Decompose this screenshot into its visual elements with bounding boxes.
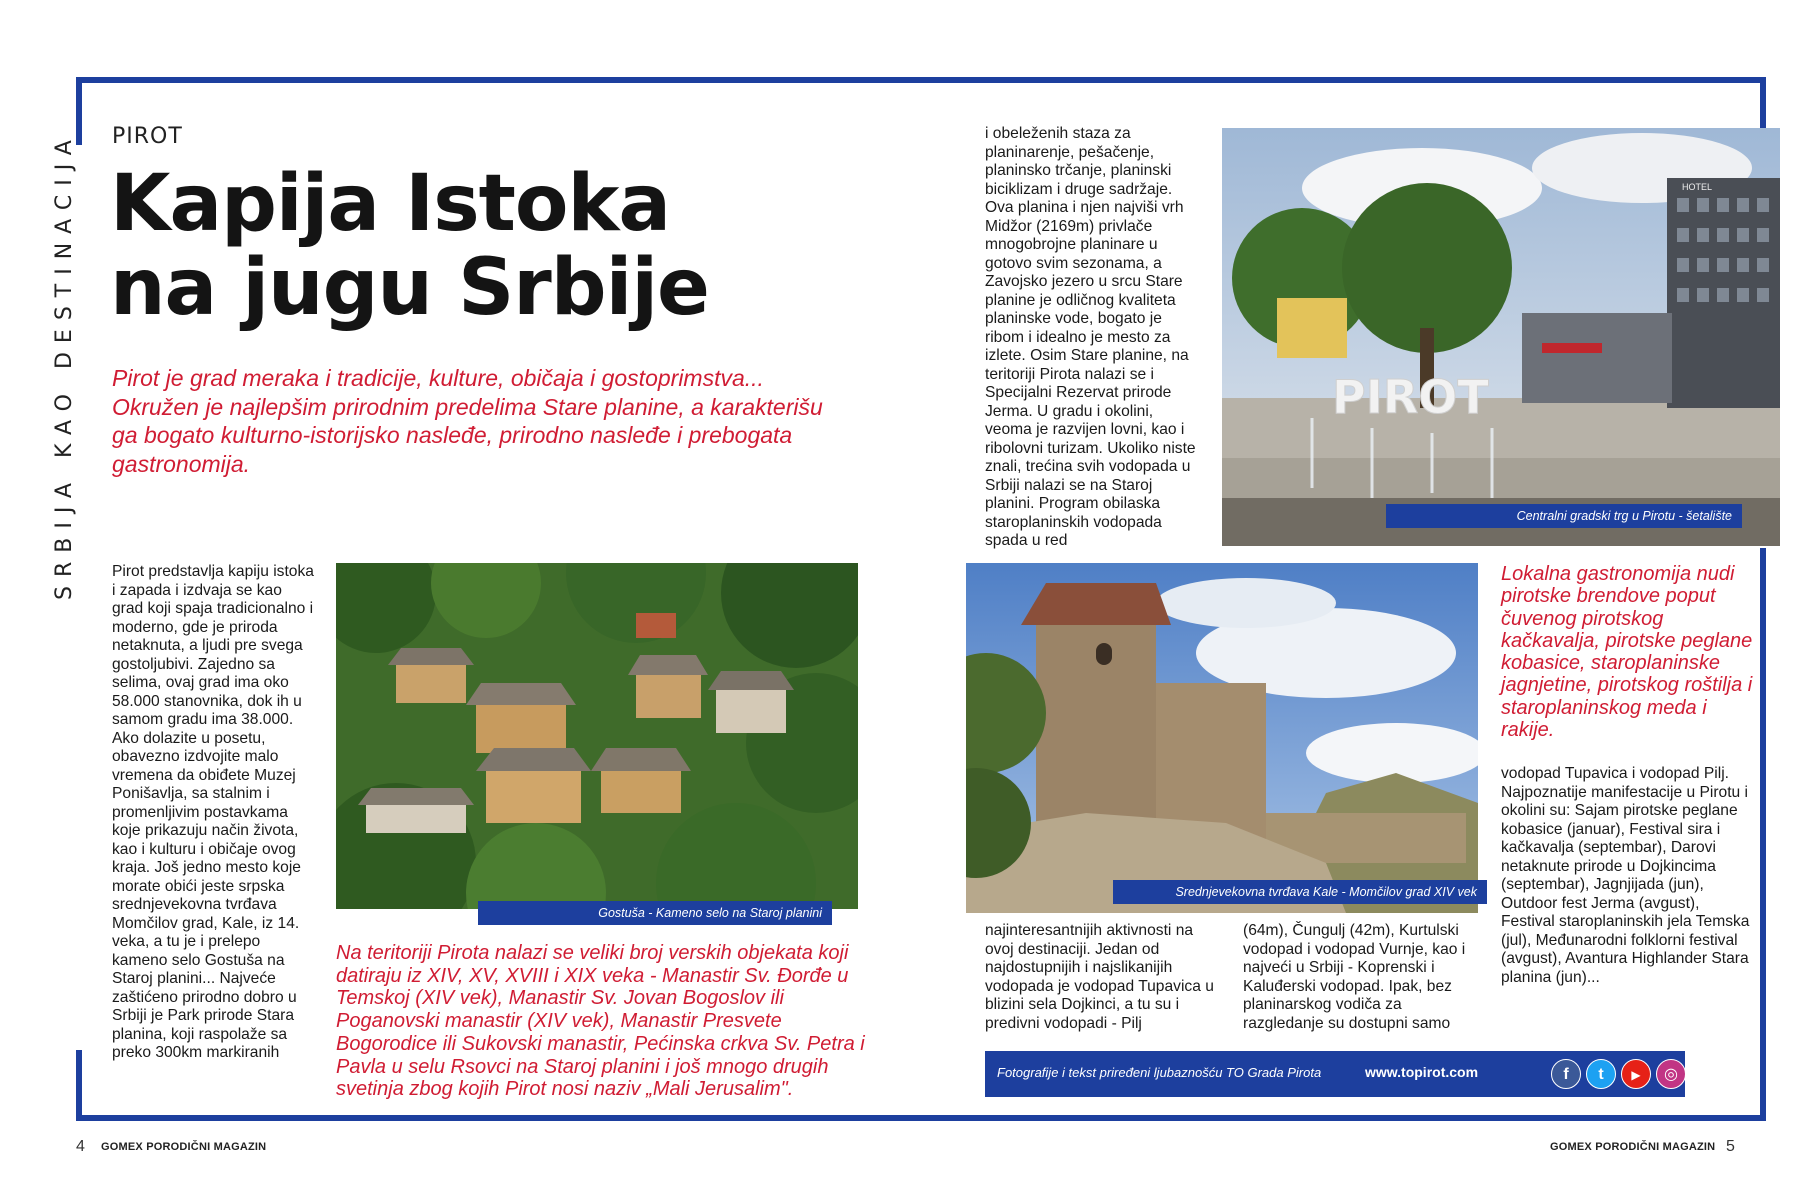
pull-quote-gastronomy: Lokalna gastronomija nudi pirotske brendove poput čuvenog pirotskog kačkavalja, pirotske peglane kobasice, staroplaninske jagnjetine, pirotskog roštilja i staroplaninskog meda i rakije.	[1501, 563, 1753, 742]
body-column-4: (64m), Čungulj (42m), Kurtulski vodopad i vodopad Vurnje, kao i najveći u Srbiji - Koprenski i Kaluđerski vodopad. Ipak, bez planinarskog vodiča za razgledanje su dostupni samo	[1243, 922, 1466, 1032]
photo-town-square	[1222, 128, 1780, 546]
lead-paragraph: Pirot je grad meraka i tradicije, kulture, običaja i gostoprimstva... Okružen je najlepšim prirodnim predelima Stare planine, a karakterišu ga bogato kulturno-istorijsko nasleđe, prirodno nasleđe i prebogata gastronomija.	[112, 365, 823, 477]
photo-credit: Fotografije i tekst priređeni ljubaznošću TO Grada Pirota	[997, 1065, 1322, 1080]
body-column-1: Pirot predstavlja kapiju istoka i zapada i izdvaja se kao grad koji spaja tradicionalno i moderno, gde je priroda netaknuta, a ljudi pre svega gostoljubivi. Zajedno sa selima, ovaj grad ima oko 58.000 stanovnika, dok ih u samom gradu ima 38.000. Ako dolazite u posetu, obavezno izdvojite malo vremena da obiđete Muzej Ponišavlja, sa stalnim i promenljivim postavkama koje prikazuju način života, kao i kulturu i običaje ovog kraja. Još jedno mesto koje morate obići jeste srpska srednjevekovna tvrđava Momčilov grad, Kale, iz 14. veka, a tu je i prelepo kameno selo Gostuša na Staroj planini... Najveće zaštićeno prirodno dobro u Srbiji je Park prirode Stara planina, koji raspolaže sa preko 300km markiranih	[112, 563, 314, 1061]
photo-fortress-kale	[966, 563, 1478, 913]
magazine-name-right: GOMEX PORODIČNI MAGAZIN	[1550, 1141, 1716, 1153]
article-title	[110, 159, 750, 333]
caption-fortress: Srednjevekovna tvrđava Kale - Momčilov grad XIV vek	[1113, 880, 1487, 904]
frame-right-rule-bottom	[1760, 548, 1766, 1121]
magazine-name-left: GOMEX PORODIČNI MAGAZIN	[101, 1141, 267, 1153]
photo-gostusa-village	[336, 563, 858, 909]
caption-village: Gostuša - Kameno selo na Staroj planini	[478, 901, 832, 925]
website-link[interactable]: www.topirot.com	[1365, 1064, 1479, 1080]
caption-square: Centralni gradski trg u Pirotu - šetalište	[1386, 504, 1742, 528]
title-line-2: na jugu Srbije	[110, 243, 709, 333]
body-column-5: vodopad Tupavica i vodopad Pilj. Najpoznatije manifestacije u Pirotu i okolini su: Sajam pirotske peglane kobasice (januar), Festival sira i kačkavalja (septembar), Darovi netaknute prirode u Dojkincima (septembar), Jagnjijada (jun), Outdoor fest Jerma (avgust), Festival staroplaninskih jela Temska (jul), Međunarodni folklorni festival (avgust), Avantura Highlander Stara planina (jun)...	[1501, 765, 1750, 986]
facebook-icon[interactable]: f	[1551, 1059, 1581, 1089]
hotel-building	[1667, 178, 1780, 408]
frame-bottom-rule	[76, 1115, 1766, 1121]
hotel-sign: HOTEL	[1682, 182, 1713, 192]
body-column-3: najinteresantnijih aktivnosti na ovoj destinaciji. Jedan od najdostupnijih i najslikanijih vodopada je vodopad Tupavica u blizini sela Dojkinci, a tu su i predivni vodopadi - Pilj	[985, 922, 1214, 1032]
frame-right-rule-top	[1760, 77, 1766, 129]
pirot-letters-sign: PIROT	[1332, 370, 1489, 424]
page-number-right: 5	[1726, 1138, 1735, 1155]
credits-bar	[985, 1051, 1685, 1097]
body-column-2: i obeleženih staza za planinarenje, pešačenje, planinsko trčanje, planinski biciklizam i druge sadržaje. Ova planina i njen najviši vrh Midžor (2169m) privlače mnogobrojne planinare u gotovo svim sezonama, a Zavojsko jezero u srcu Stare planine je odličnog kvaliteta planinske vode, bogato je ribom i idealno je mesto za izlete. Osim Stare planine, na teritoriji Pirota nalazi se i Specijalni Rezervat prirode Jerma. U gradu i okolini, veoma je razvijen lovni, kao i ribolovni turizam. Ukoliko niste znali, trećina svih vodopada u Srbiji nalazi se na Staroj planini. Program obilaska staroplaninskih vodopada spada u red	[985, 125, 1196, 549]
frame-top-rule	[76, 77, 1766, 83]
section-label: SRBIJA KAO DESTINACIJA	[52, 131, 77, 600]
page-number-left: 4	[76, 1138, 85, 1155]
title-line-1: Kapija Istoka	[110, 159, 671, 249]
instagram-icon[interactable]: ◎	[1656, 1059, 1686, 1089]
pull-quote-churches: Na teritoriji Pirota nalazi se veliki broj verskih objekata koji datiraju iz XIV, XV, XVIII i XIX veka - Manastir Sv. Đorđe u Temskoj (XIV vek), Manastir Sv. Jovan Bogoslov ili Poganovski manastir (XIV vek), Manastir Presvete Bogorodice ili Sukovski manastir, Pećinska crkva Sv. Petra i Pavla u selu Rsovci na Staroj planini i još mnogo drugih svetinja zbog kojih Pirot nosi naziv „Mali Jerusalim".	[336, 942, 865, 1101]
twitter-icon[interactable]: t	[1586, 1059, 1616, 1089]
kicker: PIROT	[112, 124, 183, 149]
youtube-icon[interactable]: ▶	[1621, 1059, 1651, 1089]
frame-left-rule-bottom	[76, 1050, 82, 1121]
